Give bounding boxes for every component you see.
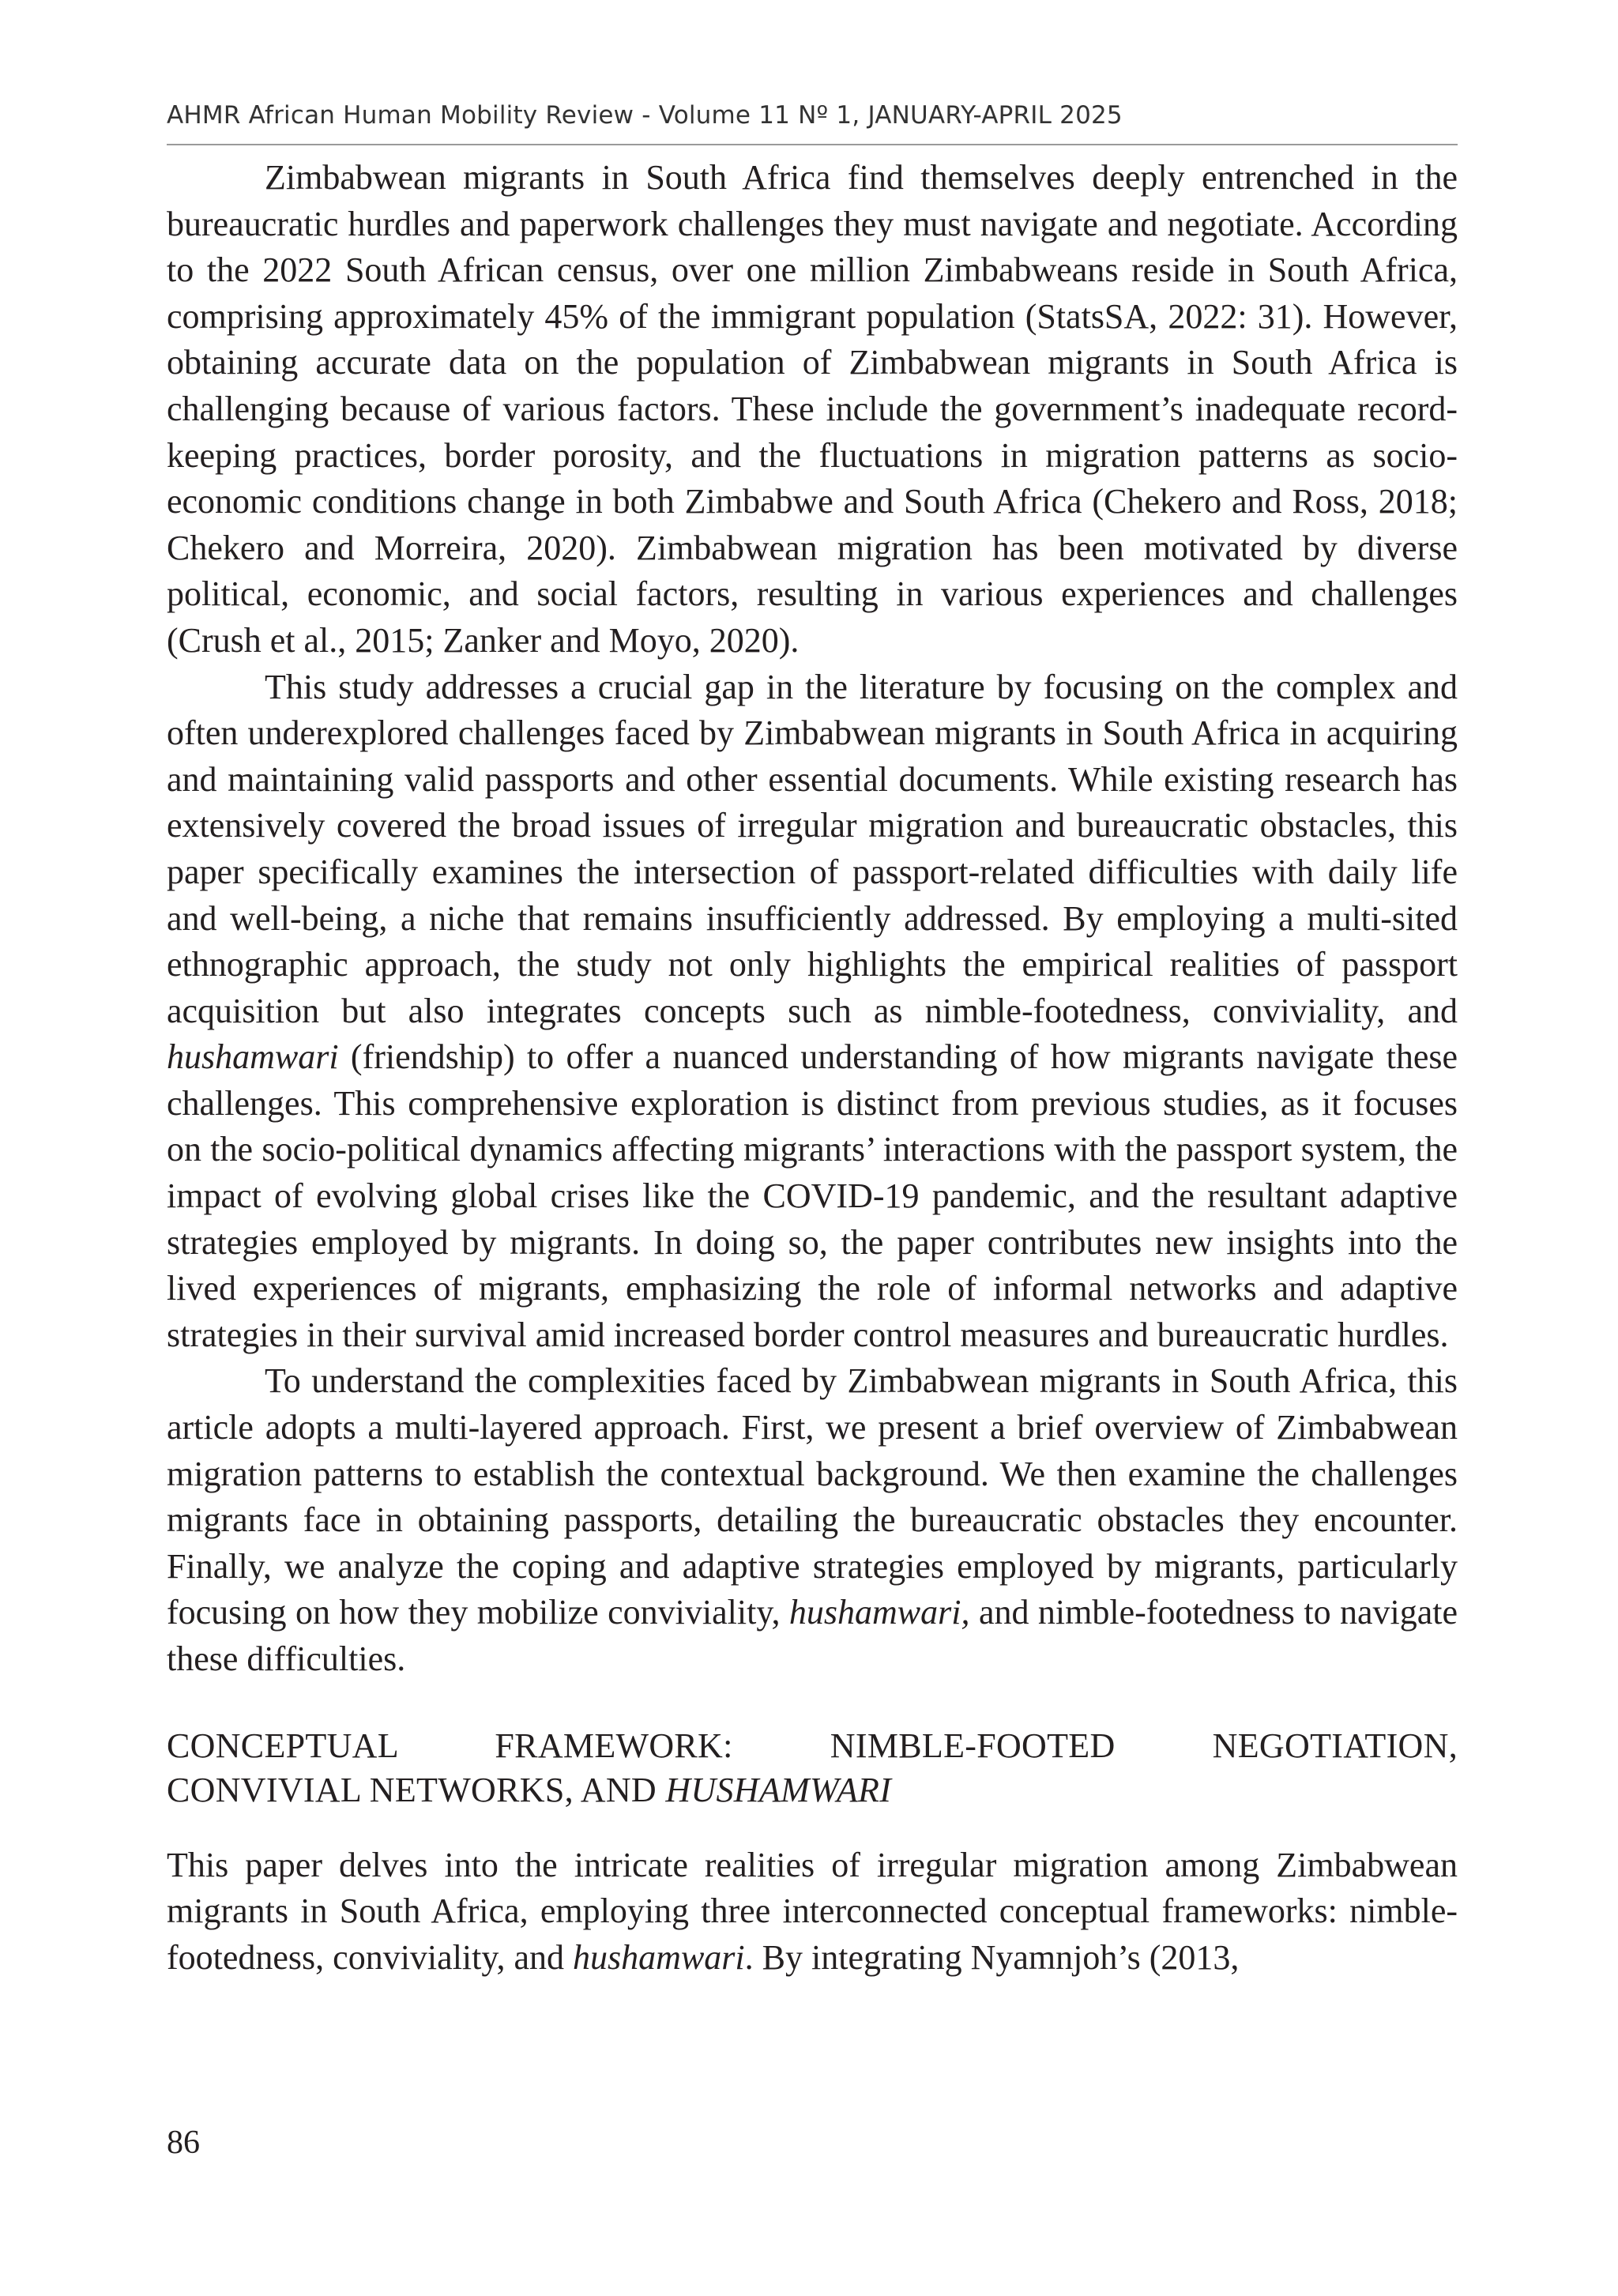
section-heading: [167, 1724, 1458, 1812]
section-heading-line-1: CONCEPTUAL FRAMEWORK: NIMBLE-FOOTED NEGOTIATION,: [167, 1726, 1458, 1765]
header-divider: [167, 144, 1458, 145]
paragraph-3: [167, 1358, 1458, 1682]
paragraph-4-text-b: . By integrating Nyamnjoh’s (2013,: [744, 1937, 1240, 1977]
paragraph-4: [167, 1842, 1458, 1982]
article-body: [167, 155, 1458, 1981]
paragraph-4-italic-term: hushamwari: [573, 1937, 745, 1977]
paragraph-3-text-b: and nimble-footedness to navigate these difficulties.: [167, 1593, 1458, 1678]
running-header: AHMR African Human Mobility Review - Volume 11 Nº 1, JANUARY-APRIL 2025: [167, 101, 1123, 130]
section-heading-line-2: [167, 1768, 1458, 1812]
section-heading-italic-term: HUSHAMWARI: [665, 1770, 892, 1809]
paragraph-1: Zimbabwean migrants in South Africa find themselves deeply entrenched in the bureaucratic hurdles and paperwork challenges they must navigate and negotiate. According to the 2022 South African census, over one million Zimbabweans reside in South Africa, comprising approximately 45% of the immigrant population (StatsSA, 2022: 31). However, obtaining accurate data on the population of Zimbabwean migrants in South Africa is challenging because of various factors. These include the government’s inadequate record-keeping practices, border porosity, and the fluctuations in migration patterns as socio-economic conditions change in both Zimbabwe and South Africa (Chekero and Ross, 2018; Chekero and Morreira, 2020). Zimbabwean migration has been motivated by diverse political, economic, and social factors, resulting in various experiences and challenges (Crush et al., 2015; Zanker and Moyo, 2020).: [167, 158, 1458, 660]
paragraph-3-italic-term: hushamwari,: [788, 1593, 970, 1632]
paragraph-4-text-a: This paper delves into the intricate realities of irregular migration among Zimbabwean migrants in South Africa, employing three interconnected conceptual frameworks: nimble-footedness, conviviality, and: [167, 1845, 1458, 1977]
section-heading-line-2-text: CONVIVIAL NETWORKS, AND: [167, 1770, 657, 1809]
paragraph-3-text-a: To understand the complexities faced by Zimbabwean migrants in South Africa, this article adopts a multi-layered approach. First, we present a brief overview of Zimbabwean migration patterns to establish the contextual background. We then examine the challenges migrants face in obtaining passports, detailing the bureaucratic obstacles they encounter. Finally, we analyze the coping and adaptive strategies employed by migrants, particularly focusing on how they mobilize conviviality,: [167, 1361, 1458, 1632]
page-number: 86: [167, 2125, 200, 2161]
paragraph-2-text-b: (friendship) to offer a nuanced understanding of how migrants navigate these challenges. This comprehensive exploration is distinct from previous studies, as it focuses on the socio-political dynamics affecting migrants’ interactions with the passport system, the impact of evolving global crises like the COVID-19 pandemic, and the resultant adaptive strategies employed by migrants. In doing so, the paper contributes new insights into the lived experiences of migrants, emphasizing the role of informal networks and adaptive strategies in their survival amid increased border control measures and bureaucratic hurdles.: [167, 1037, 1458, 1354]
paragraph-2: [167, 664, 1458, 1359]
paragraph-2-italic-term: hushamwari: [167, 1037, 339, 1077]
paragraph-2-text-a: This study addresses a crucial gap in the literature by focusing on the complex and often underexplored challenges faced by Zimbabwean migrants in South Africa in acquiring and maintaining valid passports and other essential documents. While existing research has extensively covered the broad issues of irregular migration and bureaucratic obstacles, this paper specifically examines the intersection of passport-related difficulties with daily life and well-being, a niche that remains insufficiently addressed. By employing a multi-sited ethnographic approach, the study not only highlights the empirical realities of passport acquisition but also integrates concepts such as nimble-footedness, conviviality, and: [167, 667, 1458, 1030]
